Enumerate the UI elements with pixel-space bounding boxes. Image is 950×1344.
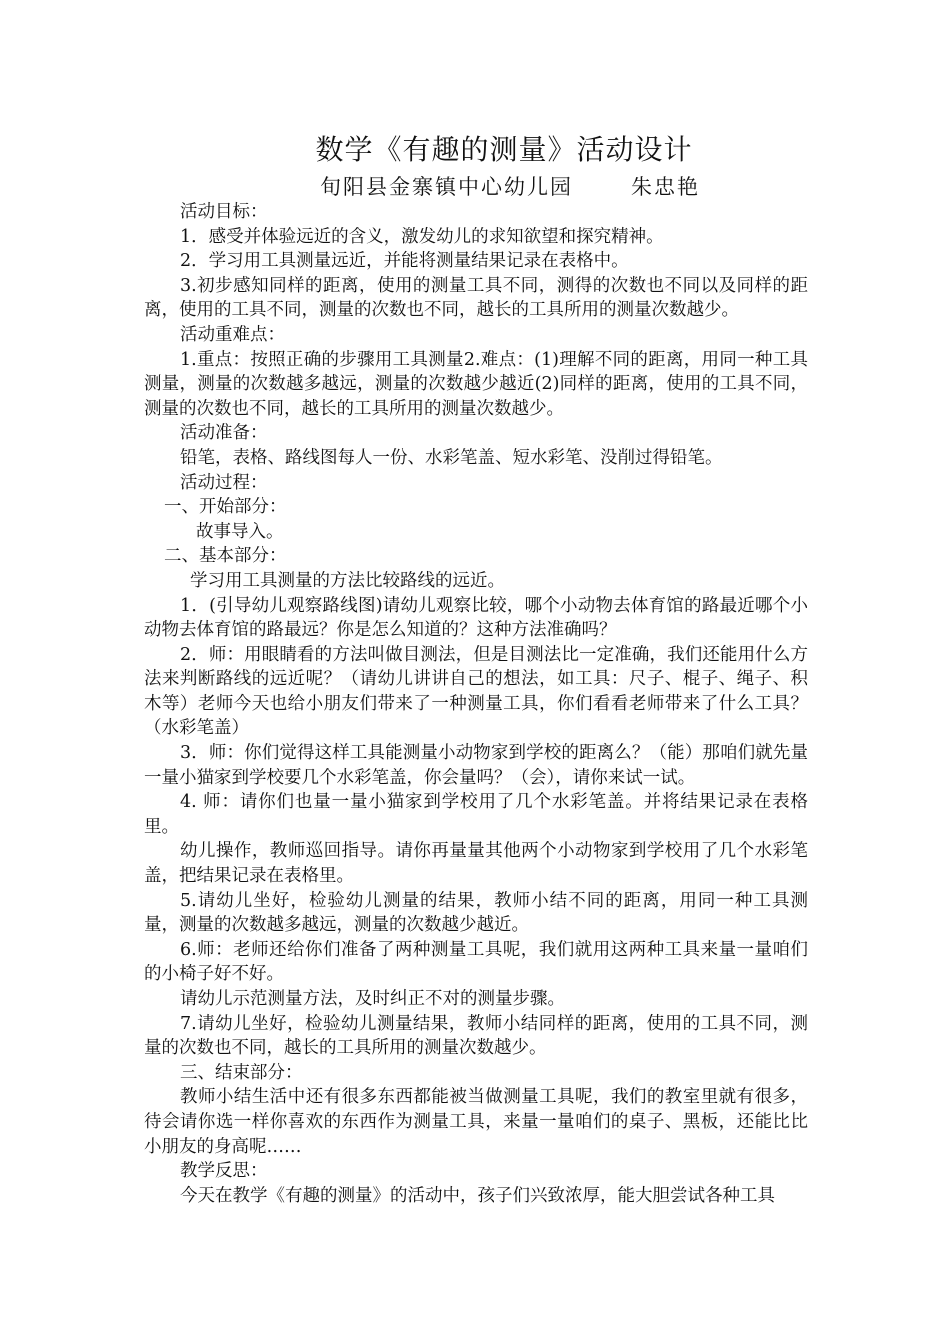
step-7: 7.请幼儿坐好，检验幼儿测量结果，教师小结同样的距离，使用的工具不同，测量的次数也不同，越长的工具所用的测量次数越少。 (144, 1013, 808, 1059)
section-heading-reflection: 教学反思： (180, 1161, 268, 1182)
demonstration-text: 请幼儿示范测量方法，及时纠正不对的测量步骤。 (180, 989, 565, 1009)
goal-1: 1．感受并体验远近的含义，激发幼儿的求知欲望和探究精神。 (180, 226, 664, 247)
reflection-text: 今天在教学《有趣的测量》的活动中，孩子们兴致浓厚，能大胆尝试各种工具 (180, 1185, 775, 1206)
section-heading-process: 活动过程： (180, 472, 268, 493)
step-2: 2．师：用眼睛看的方法叫做目测法，但是目测法比一定准确，我们还能用什么方法来判断路线的远近呢？（请幼儿讲讲自己的想法，如工具：尺子、棍子、绳子、积木等）老师今天也给小朋友们带来了一种测量工具，你们看看老师带来了什么工具？（水彩笔盖） (144, 644, 808, 739)
byline (320, 172, 700, 202)
child-operation-text: 幼儿操作，教师巡回指导。请你再量量其他两个小动物家到学校用了几个水彩笔盖，把结果记录在表格里。 (144, 841, 808, 887)
step-4: 4. 师：请你们也量一量小猫家到学校用了几个水彩笔盖。并将结果记录在表格里。 (144, 792, 808, 837)
subsection-basic: 二、基本部分： (164, 546, 287, 567)
key-points-text: 1.重点：按照正确的步骤用工具测量2.难点：(1)理解不同的距离，用同一种工具测量，测量的次数越多越远，测量的次数越少越近(2)同样的距离，使用的工具不同，测量的次数也不同，越长的工具所用的测量次数越少。 (144, 349, 808, 419)
subsection-ending: 三、结束部分： (180, 1062, 303, 1083)
section-heading-key-points: 活动重难点： (180, 324, 285, 345)
step-3: 3．师：你们觉得这样工具能测量小动物家到学校的距离么？（能）那咱们就先量一量小猫家到学校要几个水彩笔盖，你会量吗？（会），请你来试一试。 (144, 743, 808, 788)
step-6: 6.师：老师还给你们准备了两种测量工具呢，我们就用这两种工具来量一量咱们的小椅子好不好。 (144, 939, 808, 985)
ending-text: 教师小结生活中还有很多东西都能被当做测量工具呢，我们的教室里就有很多，待会请你选一样你喜欢的东西作为测量工具，来量一量咱们的桌子、黑板，还能比比小朋友的身高呢…… (144, 1087, 808, 1157)
document-title: 数学《有趣的测量》活动设计 (315, 133, 693, 166)
document-body (144, 200, 808, 1208)
basic-intro-text: 学习用工具测量的方法比较路线的远近。 (190, 570, 505, 591)
subsection-opening: 一、开始部分： (164, 497, 287, 518)
author-name: 朱忠艳 (631, 175, 700, 199)
section-heading-goals: 活动目标： (180, 202, 268, 222)
step-5: 5.请幼儿坐好，检验幼儿测量的结果，教师小结不同的距离，用同一种工具测量，测量的次数越多越远，测量的次数越少越近。 (144, 890, 808, 936)
school-name: 旬阳县金寨镇中心幼儿园 (320, 175, 573, 199)
step-1: 1．(引导幼儿观察路线图)请幼儿观察比较，哪个小动物去体育馆的路最近哪个小动物去体育馆的路最远？你是怎么知道的？这种方法准确吗？ (144, 595, 808, 641)
goal-2: 2．学习用工具测量远近，并能将测量结果记录在表格中。 (180, 251, 629, 272)
goal-3: 3.初步感知同样的距离，使用的测量工具不同，测得的次数也不同以及同样的距离，使用的工具不同，测量的次数也不同，越长的工具所用的测量次数越少。 (144, 275, 808, 321)
opening-text: 故事导入。 (196, 521, 284, 542)
preparation-text: 铅笔，表格、路线图每人一份、水彩笔盖、短水彩笔、没削过得铅笔。 (180, 447, 723, 468)
section-heading-preparation: 活动准备： (180, 423, 268, 444)
